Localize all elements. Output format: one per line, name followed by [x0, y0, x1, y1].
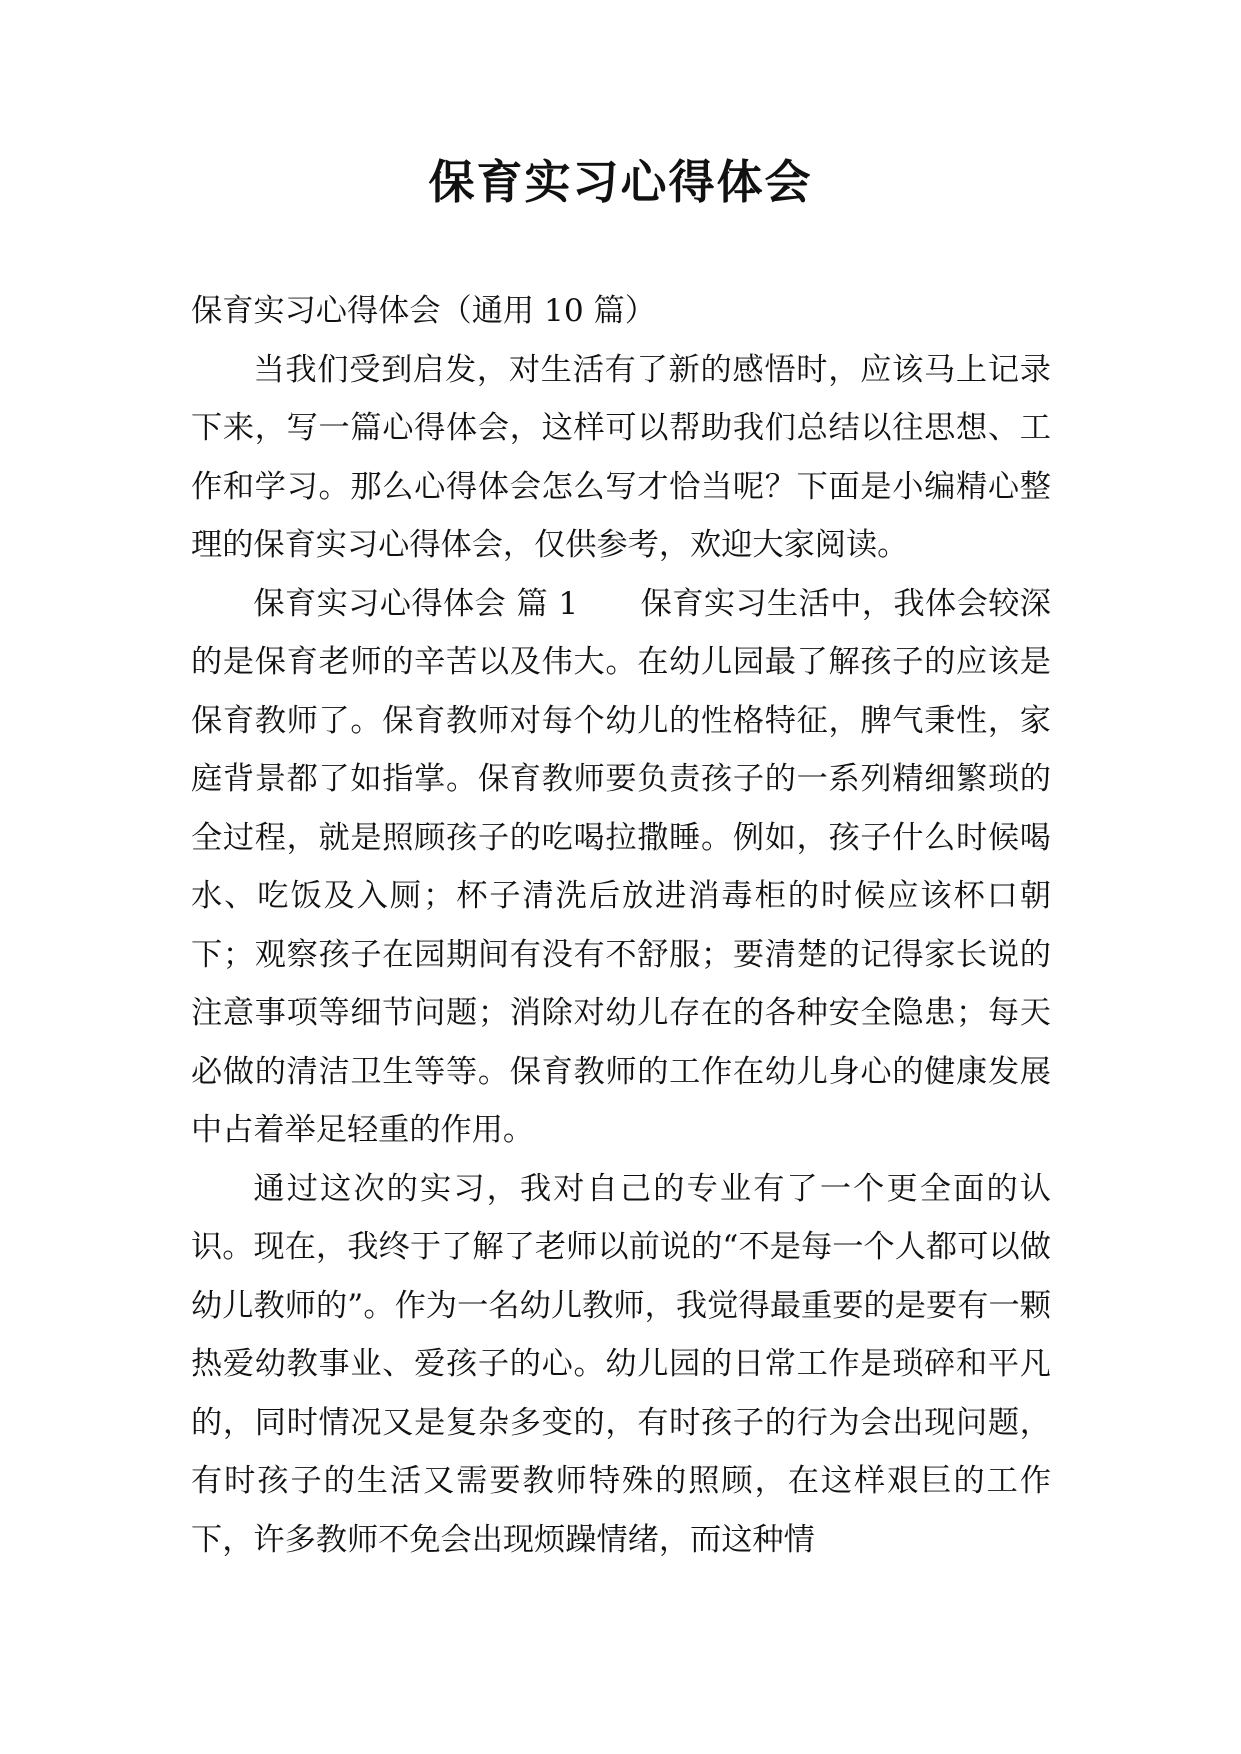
paragraph-2: 通过这次的实习，我对自己的专业有了一个更全面的认识。现在，我终于了解了老师以前说的“不是每一个人都可以做幼儿教师的”。作为一名幼儿教师，我觉得最重要的是要有一颗热爱幼教事业、爱孩子的心。幼儿园的日常工作是琐碎和平凡的，同时情况又是复杂多变的，有时孩子的行为会出现问题，有时孩子的生活又需要教师特殊的照顾，在这样艰巨的工作下，许多教师不免会出现烦躁情绪，而这种情 [191, 1170, 1051, 1558]
document-title: 保育实习心得体会 [428, 155, 813, 209]
document-subtitle: 保育实习心得体会（通用 10 篇） [191, 293, 656, 329]
section-1-text: 保育实习生活中，我体会较深的是保育老师的辛苦以及伟大。在幼儿园最了解孩子的应该是保育教师了。保育教师对每个幼儿的性格特征，脾气秉性，家庭背景都了如指掌。保育教师要负责孩子的一系列精细繁琐的全过程，就是照顾孩子的吃喝拉撒睡。例如，孩子什么时候喝水、吃饭及入厕；杯子清洗后放进消毒柜的时候应该杯口朝下；观察孩子在园期间有没有不舒服；要清楚的记得家长说的注意事项等细节问题；消除对幼儿存在的各种安全隐患；每天必做的清洁卫生等等。保育教师的工作在幼儿身心的健康发展中占着举足轻重的作用。 [191, 585, 1051, 1148]
section-1-heading: 保育实习心得体会 篇 1 [253, 585, 579, 622]
intro-paragraph: 当我们受到启发，对生活有了新的感悟时，应该马上记录下来，写一篇心得体会，这样可以帮助我们总结以往思想、工作和学习。那么心得体会怎么写才恰当呢？下面是小编精心整理的保育实习心得体会，仅供参考，欢迎大家阅读。 [191, 351, 1051, 563]
section-1-paragraph [191, 575, 1051, 1160]
document-body [191, 282, 1051, 1569]
